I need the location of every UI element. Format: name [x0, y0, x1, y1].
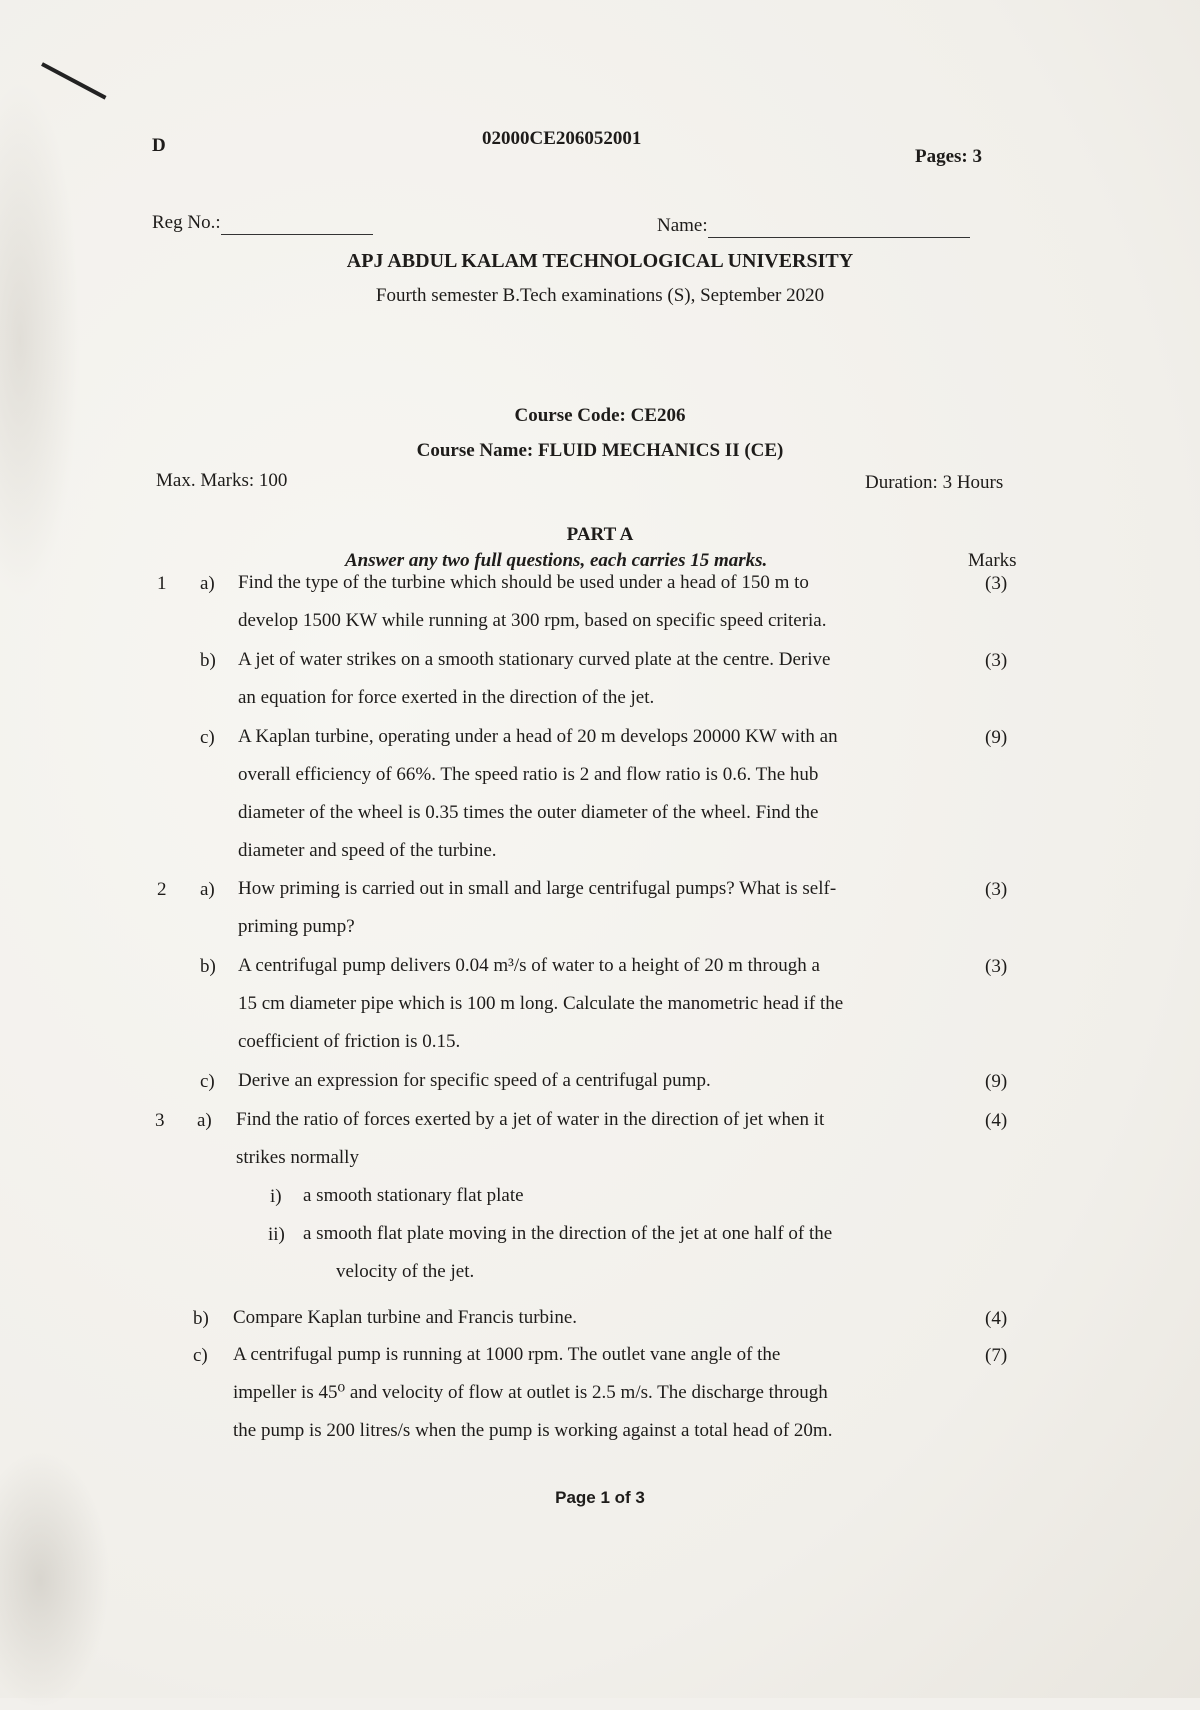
reg-no-field — [152, 212, 373, 235]
part-instruction: Answer any two full questions, each carries 15 marks. — [345, 550, 768, 571]
text-line: diameter and speed of the turbine. — [238, 840, 497, 861]
text-line: How priming is carried out in small and large centrifugal pumps? What is self- — [238, 878, 837, 899]
series-letter: D — [152, 135, 166, 156]
part-text — [233, 1299, 577, 1337]
question-number: 1 — [157, 573, 167, 594]
question-number: 3 — [155, 1110, 165, 1131]
subpart-label: ii) — [268, 1224, 285, 1245]
text-line: A centrifugal pump delivers 0.04 m³/s of water to a height of 20 m through a — [238, 955, 820, 976]
part-marks: (9) — [985, 1071, 1008, 1092]
duration: Duration: 3 Hours — [865, 472, 1004, 493]
text-line: Derive an expression for specific speed of a centrifugal pump. — [238, 1070, 711, 1091]
text-line: Compare Kaplan turbine and Francis turbine. — [233, 1307, 578, 1328]
exam-title: Fourth semester B.Tech examinations (S), September 2020 — [375, 285, 825, 306]
course-code: Course Code: CE206 — [514, 405, 686, 426]
reg-no-label: Reg No.: — [152, 212, 221, 233]
part-label: c) — [200, 1071, 215, 1092]
course-name: Course Name: FLUID MECHANICS II (CE) — [416, 440, 784, 461]
part-marks: (3) — [985, 879, 1008, 900]
part-marks: (9) — [985, 727, 1008, 748]
part-marks: (3) — [985, 956, 1008, 977]
text-line: strikes normally — [236, 1147, 359, 1168]
text-line: impeller is 45⁰ and velocity of flow at outlet is 2.5 m/s. The discharge through — [233, 1382, 828, 1403]
part-text — [238, 870, 836, 946]
part-marks: (7) — [985, 1345, 1008, 1366]
paper-code: 02000CE206052001 — [482, 128, 642, 149]
part-marks: (3) — [985, 650, 1008, 671]
page-number: Page 1 of 3 — [555, 1488, 645, 1507]
subpart-text — [303, 1215, 832, 1291]
max-marks: Max. Marks: 100 — [156, 470, 288, 491]
part-label: a) — [200, 573, 215, 594]
part-text — [238, 564, 826, 640]
part-text — [233, 1336, 832, 1450]
part-text — [238, 1062, 711, 1100]
part-text — [238, 947, 843, 1061]
name-field — [657, 215, 970, 238]
part-marks: (3) — [985, 573, 1008, 594]
university-name: APJ ABDUL KALAM TECHNOLOGICAL UNIVERSITY — [346, 250, 854, 272]
part-label: c) — [193, 1345, 208, 1366]
scan-shadow — [0, 80, 80, 600]
text-line: priming pump? — [238, 916, 355, 937]
text-line: A Kaplan turbine, operating under a head of 20 m develops 20000 KW with an — [238, 726, 838, 747]
part-marks: (4) — [985, 1308, 1008, 1329]
part-label: b) — [193, 1308, 209, 1329]
text-line: velocity of the jet. — [336, 1261, 475, 1282]
subpart-text — [303, 1177, 524, 1215]
marks-header: Marks — [968, 550, 1017, 571]
subpart-label: i) — [270, 1186, 282, 1207]
text-line: a smooth flat plate moving in the direction of the jet at one half of the — [303, 1223, 833, 1244]
part-marks: (4) — [985, 1110, 1008, 1131]
part-text — [238, 718, 838, 870]
part-text — [238, 641, 831, 717]
pages-count: Pages: 3 — [915, 146, 983, 167]
text-line: coefficient of friction is 0.15. — [238, 1031, 461, 1052]
name-blank — [708, 215, 970, 238]
question-number: 2 — [157, 879, 167, 900]
scan-mark — [41, 62, 106, 99]
part-label: b) — [200, 956, 216, 977]
name-label: Name: — [657, 215, 708, 236]
text-line: a smooth stationary flat plate — [303, 1185, 524, 1206]
part-text — [236, 1101, 824, 1177]
part-label: b) — [200, 650, 216, 671]
text-line: an equation for force exerted in the direction of the jet. — [238, 687, 655, 708]
text-line: overall efficiency of 66%. The speed ratio is 2 and flow ratio is 0.6. The hub — [238, 764, 819, 785]
reg-no-blank — [221, 212, 373, 235]
text-line: A centrifugal pump is running at 1000 rpm. The outlet vane angle of the — [233, 1344, 781, 1365]
text-line: 15 cm diameter pipe which is 100 m long. Calculate the manometric head if the — [238, 993, 844, 1014]
part-label: a) — [197, 1110, 212, 1131]
text-line: Find the ratio of forces exerted by a jet of water in the direction of jet when it — [236, 1109, 825, 1130]
text-line: Find the type of the turbine which should be used under a head of 150 m to — [238, 572, 809, 593]
part-label: a) — [200, 879, 215, 900]
text-line: develop 1500 KW while running at 300 rpm, based on specific speed criteria. — [238, 610, 827, 631]
text-line: the pump is 200 litres/s when the pump is working against a total head of 20m. — [233, 1420, 833, 1441]
part-title: PART A — [566, 524, 634, 545]
part-label: c) — [200, 727, 215, 748]
text-line: diameter of the wheel is 0.35 times the outer diameter of the wheel. Find the — [238, 802, 819, 823]
text-line: A jet of water strikes on a smooth stationary curved plate at the centre. Derive — [238, 649, 831, 670]
